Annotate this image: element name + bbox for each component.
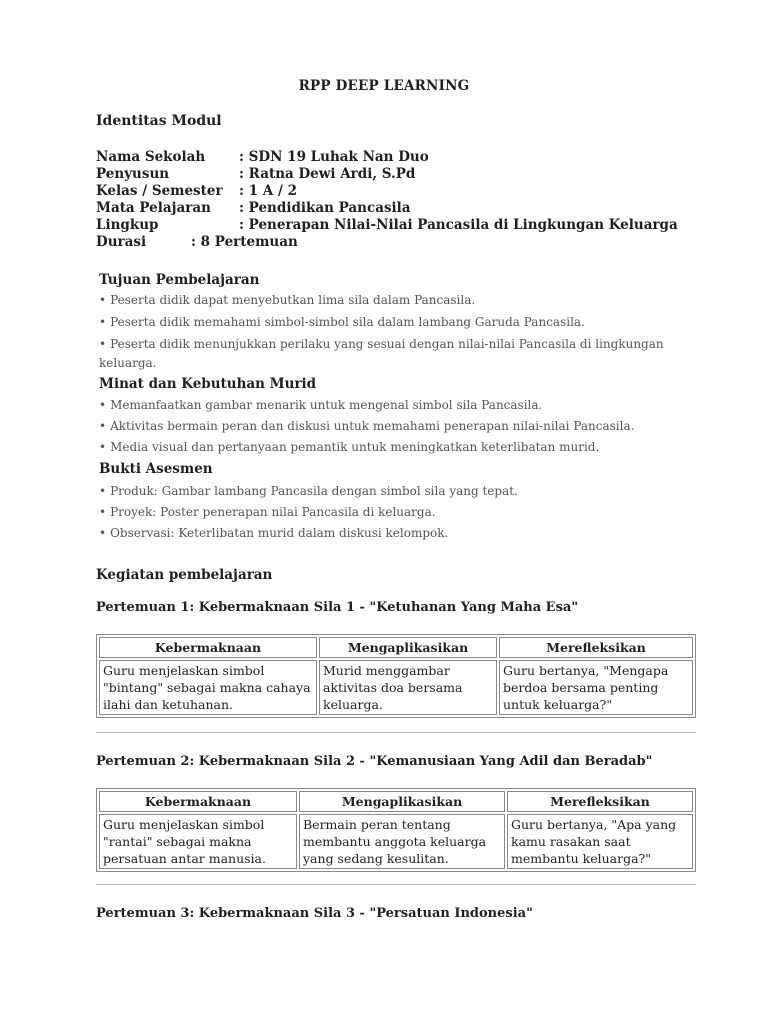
identitas-row-mata-pelajaran [96, 200, 411, 216]
bukti-heading: Bukti Asesmen [99, 461, 213, 477]
identitas-key: Nama Sekolah [96, 149, 206, 165]
minat-item: • Memanfaatkan gambar menarik untuk mengenal simbol sila Pancasila. [99, 398, 543, 412]
table-cell: Guru bertanya, "Apa yang kamu rasakan saat membantu keluarga?" [507, 814, 693, 869]
identitas-key: Mata Pelajaran [96, 200, 211, 216]
document-title: RPP DEEP LEARNING [298, 78, 470, 94]
identitas-value: : 8 Pertemuan [191, 234, 298, 250]
identitas-value: : SDN 19 Luhak Nan Duo [239, 149, 429, 165]
minat-item: • Aktivitas bermain peran dan diskusi untuk memahami penerapan nilai-nilai Pancasila. [99, 419, 635, 433]
identitas-value: : 1 A / 2 [239, 183, 297, 199]
tujuan-item: • Peserta didik menunjukkan perilaku yang sesuai dengan nilai-nilai Pancasila di lingkungan keluarga. [99, 337, 664, 370]
identitas-heading: Identitas Modul [96, 113, 222, 129]
minat-heading: Minat dan Kebutuhan Murid [99, 376, 317, 392]
identitas-value: : Pendidikan Pancasila [239, 200, 411, 216]
table-header: Kebermaknaan [99, 637, 317, 658]
meeting-table [96, 788, 696, 872]
identitas-row-lingkup [96, 217, 678, 233]
table-cell: Guru bertanya, "Mengapa berdoa bersama penting untuk keluarga?" [499, 660, 693, 715]
divider [96, 732, 696, 733]
tujuan-item: • Peserta didik memahami simbol-simbol sila dalam lambang Garuda Pancasila. [99, 315, 585, 329]
meeting-title: Pertemuan 2: Kebermaknaan Sila 2 - "Kemanusiaan Yang Adil dan Beradab" [96, 754, 653, 769]
identitas-value: : Penerapan Nilai-Nilai Pancasila di Lingkungan Keluarga [239, 217, 678, 233]
table-cell: Murid menggambar aktivitas doa bersama keluarga. [319, 660, 497, 715]
identitas-key: Lingkup [96, 217, 159, 233]
meeting-title: Pertemuan 3: Kebermaknaan Sila 3 - "Persatuan Indonesia" [96, 906, 533, 921]
table-header: Merefleksikan [507, 791, 693, 812]
table-header: Mengaplikasikan [319, 637, 497, 658]
meeting-title: Pertemuan 1: Kebermaknaan Sila 1 - "Ketuhanan Yang Maha Esa" [96, 600, 579, 615]
identitas-row-penyusun [96, 166, 415, 182]
identitas-row-nama-sekolah [96, 149, 429, 165]
bukti-item: • Observasi: Keterlibatan murid dalam diskusi kelompok. [99, 526, 449, 540]
tujuan-item: • Peserta didik dapat menyebutkan lima sila dalam Pancasila. [99, 293, 476, 307]
kegiatan-heading: Kegiatan pembelajaran [96, 567, 273, 583]
identitas-row-durasi [96, 234, 298, 250]
bukti-item: • Proyek: Poster penerapan nilai Pancasila di keluarga. [99, 505, 436, 519]
identitas-key: Penyusun [96, 166, 170, 182]
table-cell: Bermain peran tentang membantu anggota keluarga yang sedang kesulitan. [299, 814, 505, 869]
tujuan-heading: Tujuan Pembelajaran [99, 272, 260, 288]
table-header: Merefleksikan [499, 637, 693, 658]
identitas-key: Kelas / Semester [96, 183, 223, 199]
identitas-row-kelas [96, 183, 297, 199]
table-header: Kebermaknaan [99, 791, 297, 812]
meeting-table [96, 634, 696, 718]
divider [96, 884, 696, 885]
table-header: Mengaplikasikan [299, 791, 505, 812]
table-cell: Guru menjelaskan simbol "rantai" sebagai makna persatuan antar manusia. [99, 814, 297, 869]
identitas-value: : Ratna Dewi Ardi, S.Pd [239, 166, 416, 182]
minat-item: • Media visual dan pertanyaan pemantik untuk meningkatkan keterlibatan murid. [99, 440, 600, 454]
table-cell: Guru menjelaskan simbol "bintang" sebagai makna cahaya ilahi dan ketuhanan. [99, 660, 317, 715]
bukti-item: • Produk: Gambar lambang Pancasila dengan simbol sila yang tepat. [99, 484, 518, 498]
identitas-key: Durasi [96, 234, 147, 250]
